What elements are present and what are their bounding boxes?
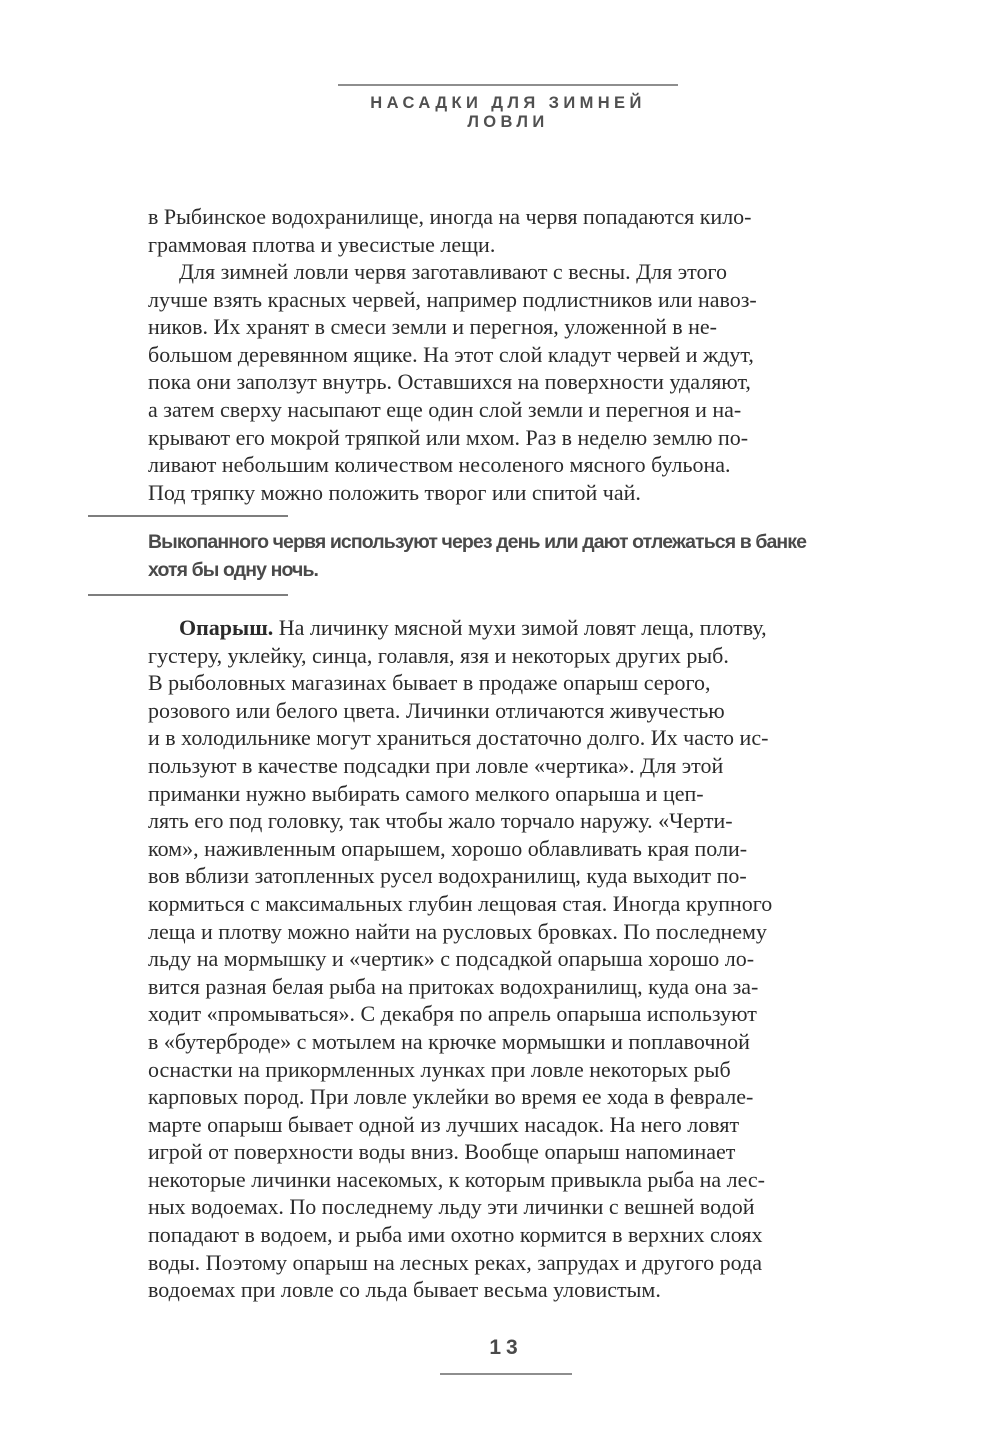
text-line: лучше взять красных червей, например подлистников или навоз- (148, 286, 757, 312)
text-line: некоторые личинки насекомых, к которым привыкла рыба на лес- (148, 1166, 766, 1192)
text-line: попадают в водоем, и рыба ими охотно кормится в верхних слоях (148, 1222, 763, 1248)
text-line-rest: На личинку мясной мухи зимой ловят леща, плотву, (273, 615, 767, 640)
text-line: карповых пород. При ловле уклейки во время ее хода в феврале- (148, 1084, 754, 1110)
paragraph-lead-term: Опарыш. (179, 615, 274, 640)
text-line: крывают его мокрой тряпкой или мхом. Раз в неделю землю по- (148, 424, 749, 450)
text-line: и в холодильнике могут храниться достаточно долго. Их часто ис- (148, 725, 769, 751)
text-line: воды. Поэтому опарыш на лесных реках, запрудах и другого рода (148, 1249, 762, 1275)
text-line: леща и плотву можно найти на русловых бровках. По последнему (148, 918, 767, 944)
page-number: 13 (489, 1336, 523, 1359)
text-line (148, 614, 868, 642)
text-line: ходит «промываться». С декабря по апрель опарыша используют (148, 1001, 757, 1027)
text-line: ливают небольшим количеством несоленого мясного бульона. (148, 452, 731, 478)
text-line: приманки нужно выбирать самого мелкого опарыша и цеп- (148, 780, 704, 806)
callout-line: Выкопанного червя используют через день или дают отлежаться в банке (148, 531, 807, 553)
text-line: ников. Их хранят в смеси земли и перегноя, уложенной в не- (148, 314, 718, 340)
callout-bottom-rule (88, 594, 288, 596)
callout-box (148, 528, 868, 584)
text-line: большом деревянном ящике. На этот слой кладут червей и ждут, (148, 341, 754, 367)
text-line: Для зимней ловли червя заготавливают с весны. Для этого (179, 259, 727, 284)
text-line: лять его под головку, так чтобы жало торчало наружу. «Черти- (148, 808, 733, 834)
text-line: вов вблизи затопленных русел водохранилищ, куда выходит по- (148, 863, 747, 889)
text-line: В рыболовных магазинах бывает в продаже опарыш серого, (148, 670, 711, 696)
paragraph-worm-storage (148, 258, 868, 506)
paragraph-maggot (148, 614, 868, 1304)
text-line: пользуют в качестве подсадки при ловле «чертика». Для этой (148, 752, 724, 778)
text-line: а затем сверху насыпают еще один слой земли и перегноя и на- (148, 396, 742, 422)
text-line: вится разная белая рыба на притоках водохранилищ, куда она за- (148, 973, 759, 999)
text-line: в «бутерброде» с мотылем на крючке мормышки и поплавочной (148, 1028, 750, 1054)
text-line: розового или белого цвета. Личинки отличаются живучестью (148, 697, 725, 723)
text-line: оснастки на прикормленных лунках при ловле некоторых рыб (148, 1056, 731, 1082)
text-line: в Рыбинское водохранилище, иногда на червя попадаются кило- (148, 204, 752, 229)
text-line: водоемах при ловле со льда бывает весьма уловистым. (148, 1277, 661, 1303)
text-line: ных водоемах. По последнему льду эти личинки с вешней водой (148, 1194, 755, 1220)
text-line: густеру, уклейку, синца, голавля, язя и некоторых других рыб. (148, 642, 729, 668)
callout-top-rule (88, 515, 288, 517)
text-line: марте опарыш бывает одной из лучших насадок. На него ловят (148, 1111, 740, 1137)
callout-line: хотя бы одну ночь. (148, 559, 319, 581)
text-line: ком», наживленным опарышем, хорошо облавливать края поли- (148, 835, 748, 861)
text-line: граммовая плотва и увесистые лещи. (148, 231, 496, 257)
text-line: Под тряпку можно положить творог или спитой чай. (148, 479, 641, 505)
paragraph-continuation (148, 203, 868, 258)
text-line: льду на мормышку и «чертик» с подсадкой опарыша хорошо ло- (148, 946, 755, 972)
running-title: НАСАДКИ ДЛЯ ЗИМНЕЙ ЛОВЛИ (370, 94, 646, 131)
footer-rule (440, 1373, 572, 1375)
text-line: кормиться с максимальных глубин лещовая стая. Иногда крупного (148, 890, 773, 916)
text-line: игрой от поверхности воды вниз. Вообще опарыш напоминает (148, 1139, 736, 1165)
text-line: пока они заползут внутрь. Оставшихся на поверхности удаляют, (148, 369, 751, 395)
header-rule (338, 84, 678, 86)
